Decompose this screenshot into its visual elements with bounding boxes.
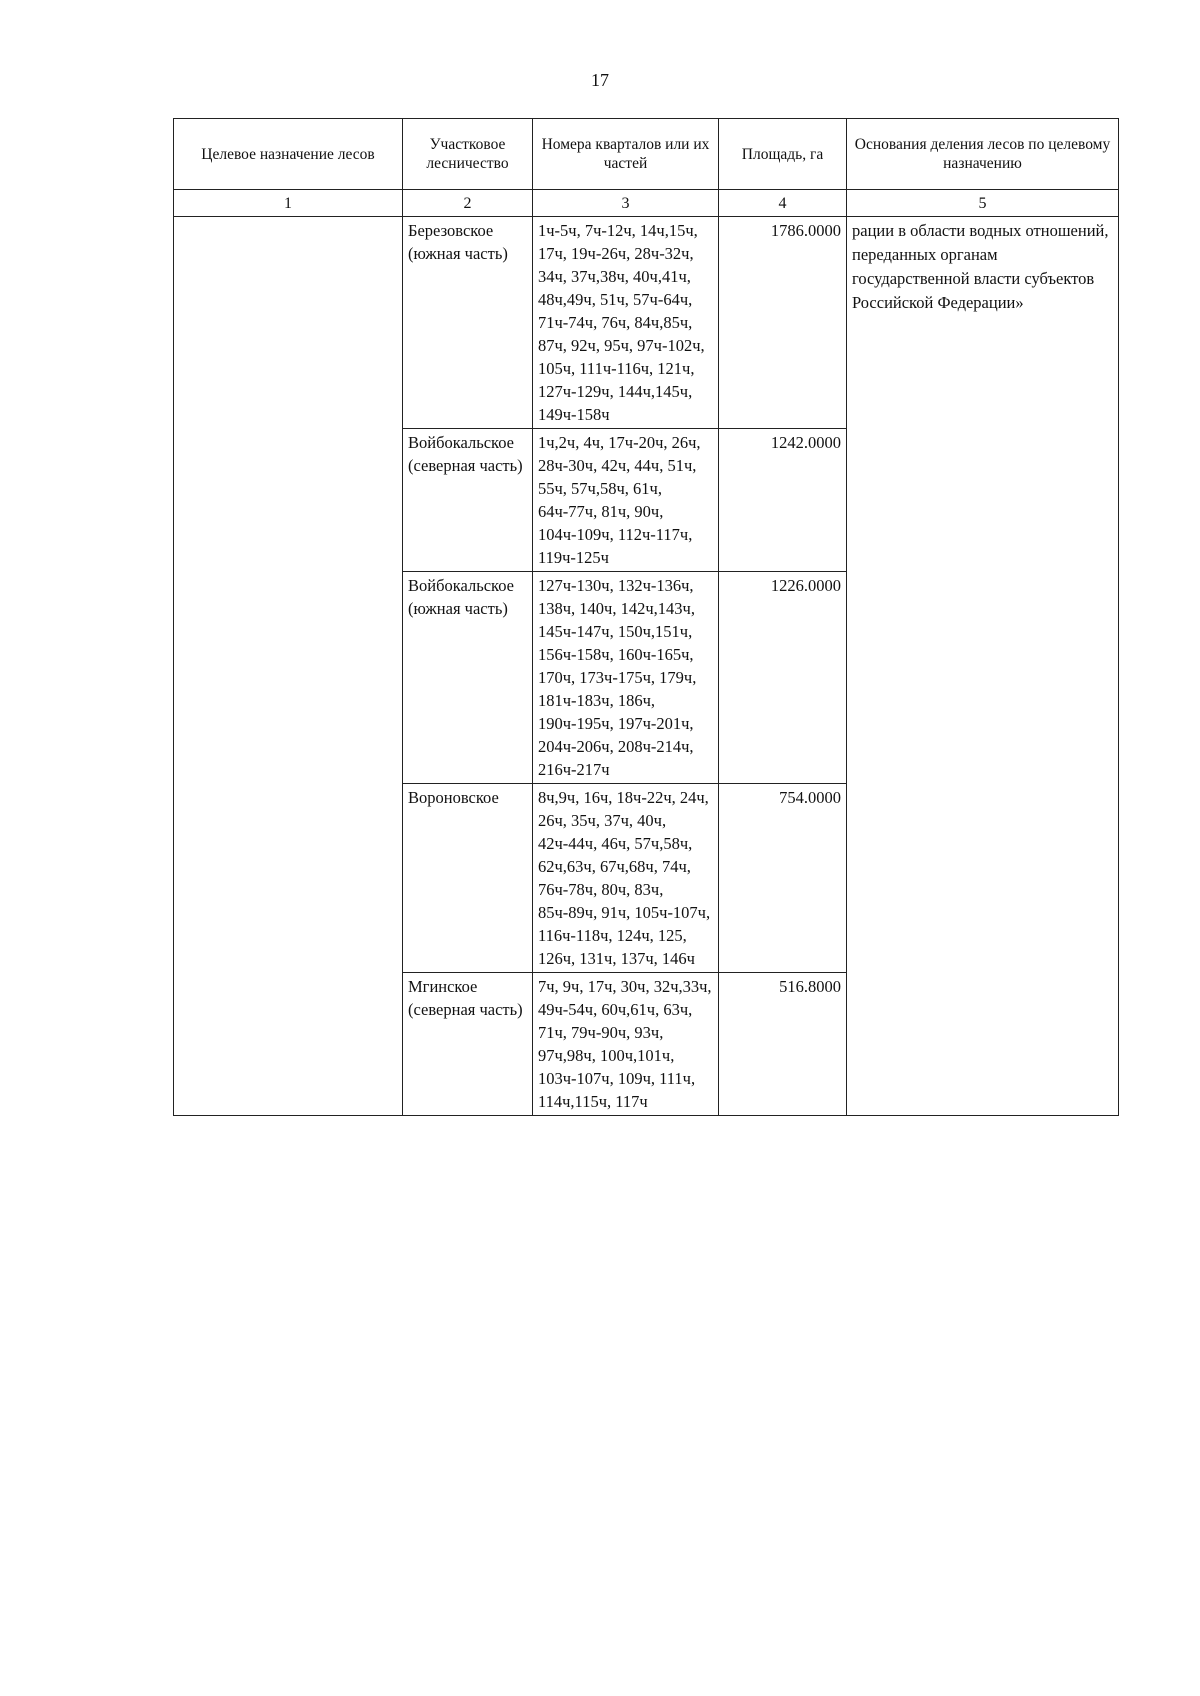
header-district-forestry: Участковое лесничество <box>403 119 533 190</box>
forestry-cell: Вороновское <box>403 784 533 973</box>
header-division-basis: Основания деления лесов по целевому назначению <box>847 119 1119 190</box>
table-row <box>174 217 1119 429</box>
forestry-cell: Мгинское (северная часть) <box>403 973 533 1116</box>
forestry-cell: Войбокальское (южная часть) <box>403 572 533 784</box>
forestry-cell: Березовское (южная часть) <box>403 217 533 429</box>
forestry-cell: Войбокальское (северная часть) <box>403 429 533 572</box>
forest-purpose-cell <box>174 217 403 1116</box>
column-number: 5 <box>847 190 1119 217</box>
column-number-row <box>174 190 1119 217</box>
forest-purpose-table <box>173 118 1119 1116</box>
area-cell: 1242.0000 <box>719 429 847 572</box>
header-quarter-numbers: Номера кварталов или их частей <box>533 119 719 190</box>
quarters-cell: 8ч,9ч, 16ч, 18ч-22ч, 24ч, 26ч, 35ч, 37ч, 40ч, 42ч-44ч, 46ч, 57ч,58ч, 62ч,63ч, 67ч,68ч, 74ч, 76ч-78ч, 80ч, 83ч, 85ч-89ч, 91ч, 105ч-107ч, 116ч-118ч, 124ч, 125, 126ч, 131ч, 137ч, 146ч <box>533 784 719 973</box>
page-number: 17 <box>591 70 609 90</box>
header-forest-purpose: Целевое назначение лесов <box>174 119 403 190</box>
area-cell: 1786.0000 <box>719 217 847 429</box>
column-number: 1 <box>174 190 403 217</box>
header-row <box>174 119 1119 190</box>
header-area: Площадь, га <box>719 119 847 190</box>
column-number: 4 <box>719 190 847 217</box>
quarters-cell: 7ч, 9ч, 17ч, 30ч, 32ч,33ч, 49ч-54ч, 60ч,61ч, 63ч, 71ч, 79ч-90ч, 93ч, 97ч,98ч, 100ч,101ч, 103ч-107ч, 109ч, 111ч, 114ч,115ч, 117ч <box>533 973 719 1116</box>
column-number: 2 <box>403 190 533 217</box>
quarters-cell: 1ч,2ч, 4ч, 17ч-20ч, 26ч, 28ч-30ч, 42ч, 44ч, 51ч, 55ч, 57ч,58ч, 61ч, 64ч-77ч, 81ч, 90ч, 104ч-109ч, 112ч-117ч, 119ч-125ч <box>533 429 719 572</box>
area-cell: 516.8000 <box>719 973 847 1116</box>
column-number: 3 <box>533 190 719 217</box>
quarters-cell: 127ч-130ч, 132ч-136ч, 138ч, 140ч, 142ч,143ч, 145ч-147ч, 150ч,151ч, 156ч-158ч, 160ч-165ч, 170ч, 173ч-175ч, 179ч, 181ч-183ч, 186ч, 190ч-195ч, 197ч-201ч, 204ч-206ч, 208ч-214ч, 216ч-217ч <box>533 572 719 784</box>
area-cell: 1226.0000 <box>719 572 847 784</box>
area-cell: 754.0000 <box>719 784 847 973</box>
quarters-cell: 1ч-5ч, 7ч-12ч, 14ч,15ч, 17ч, 19ч-26ч, 28ч-32ч, 34ч, 37ч,38ч, 40ч,41ч, 48ч,49ч, 51ч, 57ч-64ч, 71ч-74ч, 76ч, 84ч,85ч, 87ч, 92ч, 95ч, 97ч-102ч, 105ч, 111ч-116ч, 121ч, 127ч-129ч, 144ч,145ч, 149ч-158ч <box>533 217 719 429</box>
division-basis-cell: рации в области водных отношений, переданных органам государственной власти субъектов Российской Федерации» <box>847 217 1119 1116</box>
